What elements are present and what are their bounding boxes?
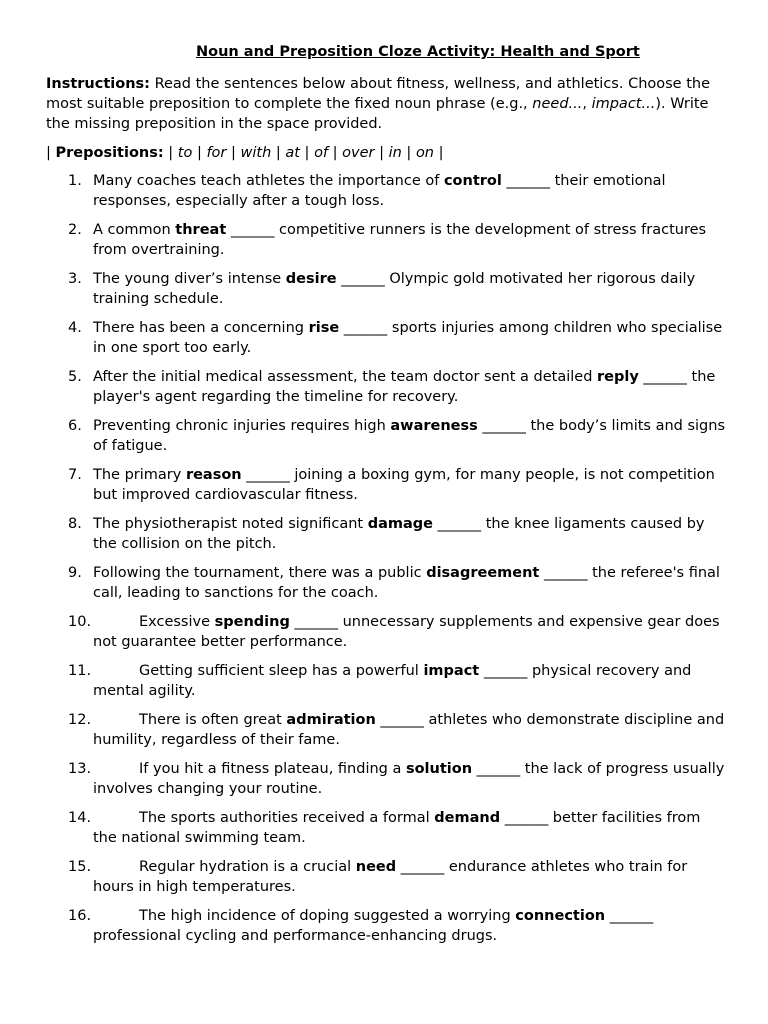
prepositions-line <box>46 143 726 163</box>
sentence-start: Excessive <box>139 614 215 630</box>
target-noun: control <box>443 173 502 189</box>
target-noun: demand <box>434 810 501 826</box>
target-noun: damage <box>367 516 433 532</box>
sentence-end: the knee ligaments caused by the collision on the pitch. <box>93 516 705 552</box>
page-title: Noun and Preposition Cloze Activity: Health and Sport <box>196 44 640 60</box>
prepositions-separator: | <box>374 145 389 161</box>
sentence-end: joining a boxing gym, for many people, is not competition but improved cardiovascular fitness. <box>93 467 715 503</box>
sentence-start: Many coaches teach athletes the importance of <box>93 173 444 189</box>
question-number: 7. <box>68 467 82 483</box>
target-noun: reason <box>185 467 242 483</box>
prepositions-separator: | <box>271 145 286 161</box>
answer-blank[interactable]: ______ <box>504 810 549 826</box>
question-item <box>46 612 726 652</box>
target-noun: awareness <box>390 418 478 434</box>
sentence-end: physical recovery and mental agility. <box>93 663 692 699</box>
preposition-option: with <box>240 145 272 161</box>
question-number: 3. <box>68 271 82 287</box>
answer-blank[interactable]: ______ <box>294 614 338 630</box>
answer-blank[interactable]: ______ <box>476 761 521 777</box>
question-item <box>46 171 726 211</box>
question-number: 13. <box>68 761 92 777</box>
question-item <box>46 759 726 799</box>
target-noun: need <box>355 859 397 875</box>
question-list <box>46 171 726 946</box>
sentence-start: Getting sufficient sleep has a powerful <box>139 663 424 679</box>
question-item <box>46 906 726 946</box>
question-number: 5. <box>68 369 82 385</box>
sentence-start: Following the tournament, there was a public <box>93 565 427 581</box>
sentence-start: The high incidence of doping suggested a worrying <box>139 908 516 924</box>
sentence-end: athletes who demonstrate discipline and humility, regardless of their fame. <box>93 712 725 748</box>
answer-blank[interactable]: ______ <box>506 173 550 189</box>
prepositions-list <box>164 145 444 161</box>
answer-blank[interactable]: ______ <box>380 712 424 728</box>
prepositions-separator: | <box>192 145 207 161</box>
instructions-label: Instructions: <box>46 76 150 92</box>
question-number: 16. <box>68 908 92 924</box>
question-number: 6. <box>68 418 82 434</box>
example-need: need... <box>532 96 583 112</box>
question-item <box>46 808 726 848</box>
question-item <box>46 514 726 554</box>
answer-blank[interactable]: ______ <box>643 369 687 385</box>
sentence-end: endurance athletes who train for hours in high temperatures. <box>93 859 688 895</box>
sentence-start: The primary <box>93 467 186 483</box>
question-item <box>46 269 726 309</box>
sentence-end: better facilities from the national swimming team. <box>93 810 701 846</box>
instructions-text-2: ). Write the missing preposition in the space provided. <box>46 96 709 132</box>
target-noun: impact <box>423 663 480 679</box>
question-number: 12. <box>68 712 92 728</box>
answer-blank[interactable]: ______ <box>343 320 388 336</box>
question-number: 8. <box>68 516 82 532</box>
sentence-start: The sports authorities received a formal <box>139 810 435 826</box>
answer-blank[interactable]: ______ <box>482 418 526 434</box>
answer-blank[interactable]: ______ <box>230 222 275 238</box>
question-number: 2. <box>68 222 82 238</box>
instructions-text-1: Read the sentences below about fitness, wellness, and athletics. Choose the most suitable preposition to complete the fixed noun phrase (e.g., <box>46 76 711 112</box>
worksheet-page <box>46 40 726 955</box>
preposition-option: to <box>177 145 193 161</box>
question-item <box>46 318 726 358</box>
sentence-start: After the initial medical assessment, the team doctor sent a detailed <box>93 369 598 385</box>
question-item <box>46 367 726 407</box>
sentence-end: the body’s limits and signs of fatigue. <box>93 418 726 454</box>
answer-blank[interactable]: ______ <box>483 663 528 679</box>
sentence-end: the player's agent regarding the timeline for recovery. <box>93 369 716 405</box>
question-item <box>46 220 726 260</box>
answer-blank[interactable]: ______ <box>437 516 482 532</box>
target-noun: spending <box>214 614 290 630</box>
question-item <box>46 661 726 701</box>
question-number: 1. <box>68 173 82 189</box>
target-noun: disagreement <box>426 565 540 581</box>
sentence-end: their emotional responses, especially after a tough loss. <box>93 173 666 209</box>
question-number: 11. <box>68 663 92 679</box>
sentence-start: A common <box>93 222 176 238</box>
question-number: 14. <box>68 810 92 826</box>
target-noun: solution <box>405 761 473 777</box>
prepositions-separator: | <box>328 145 343 161</box>
sentence-start: If you hit a fitness plateau, finding a <box>139 761 406 777</box>
example-impact: impact... <box>591 96 656 112</box>
prepositions-separator: | <box>163 145 178 161</box>
question-item <box>46 563 726 603</box>
sentence-end: unnecessary supplements and expensive gear does not guarantee better performance. <box>93 614 720 650</box>
preposition-option: on <box>415 145 434 161</box>
question-item <box>46 710 726 750</box>
sentence-start: There is often great <box>139 712 287 728</box>
sentence-end: the referee's final call, leading to sanctions for the coach. <box>93 565 720 601</box>
answer-blank[interactable]: ______ <box>341 271 385 287</box>
preposition-option: in <box>388 145 402 161</box>
target-noun: admiration <box>286 712 376 728</box>
sentence-start: The young diver’s intense <box>93 271 286 287</box>
prepositions-separator: | <box>401 145 416 161</box>
target-noun: threat <box>175 222 227 238</box>
sentence-end: competitive runners is the development of stress fractures from overtraining. <box>93 222 707 258</box>
prepositions-separator: | <box>299 145 315 161</box>
sentence-end: sports injuries among children who specialise in one sport too early. <box>93 320 723 356</box>
sentence-start: The physiotherapist noted significant <box>93 516 368 532</box>
sentence-end: professional cycling and performance-enhancing drugs. <box>93 928 498 944</box>
answer-blank[interactable]: ______ <box>400 859 445 875</box>
question-item <box>46 857 726 897</box>
prepositions-label: Prepositions: <box>55 145 164 161</box>
prepositions-separator: | <box>434 145 444 161</box>
question-item <box>46 416 726 456</box>
target-noun: rise <box>308 320 340 336</box>
question-number: 10. <box>68 614 92 630</box>
example-separator: , <box>582 96 592 112</box>
sentence-end: the lack of progress usually involves changing your routine. <box>93 761 725 797</box>
sentence-start: Regular hydration is a crucial <box>139 859 356 875</box>
prepositions-separator: | <box>226 145 241 161</box>
sentence-start: There has been a concerning <box>93 320 309 336</box>
instructions-paragraph <box>46 74 726 134</box>
answer-blank[interactable]: ______ <box>609 908 654 924</box>
sentence-start: Preventing chronic injuries requires high <box>93 418 391 434</box>
question-number: 9. <box>68 565 82 581</box>
prepositions-lead: | <box>46 145 56 161</box>
answer-blank[interactable]: ______ <box>543 565 588 581</box>
preposition-option: for <box>206 145 227 161</box>
sentence-end: Olympic gold motivated her rigorous daily training schedule. <box>93 271 696 307</box>
preposition-option: of <box>314 145 329 161</box>
question-item <box>46 465 726 505</box>
answer-blank[interactable]: ______ <box>246 467 290 483</box>
preposition-option: at <box>285 145 300 161</box>
target-noun: connection <box>515 908 606 924</box>
question-number: 4. <box>68 320 82 336</box>
target-noun: desire <box>285 271 337 287</box>
question-number: 15. <box>68 859 92 875</box>
preposition-option: over <box>342 145 375 161</box>
target-noun: reply <box>597 369 639 385</box>
